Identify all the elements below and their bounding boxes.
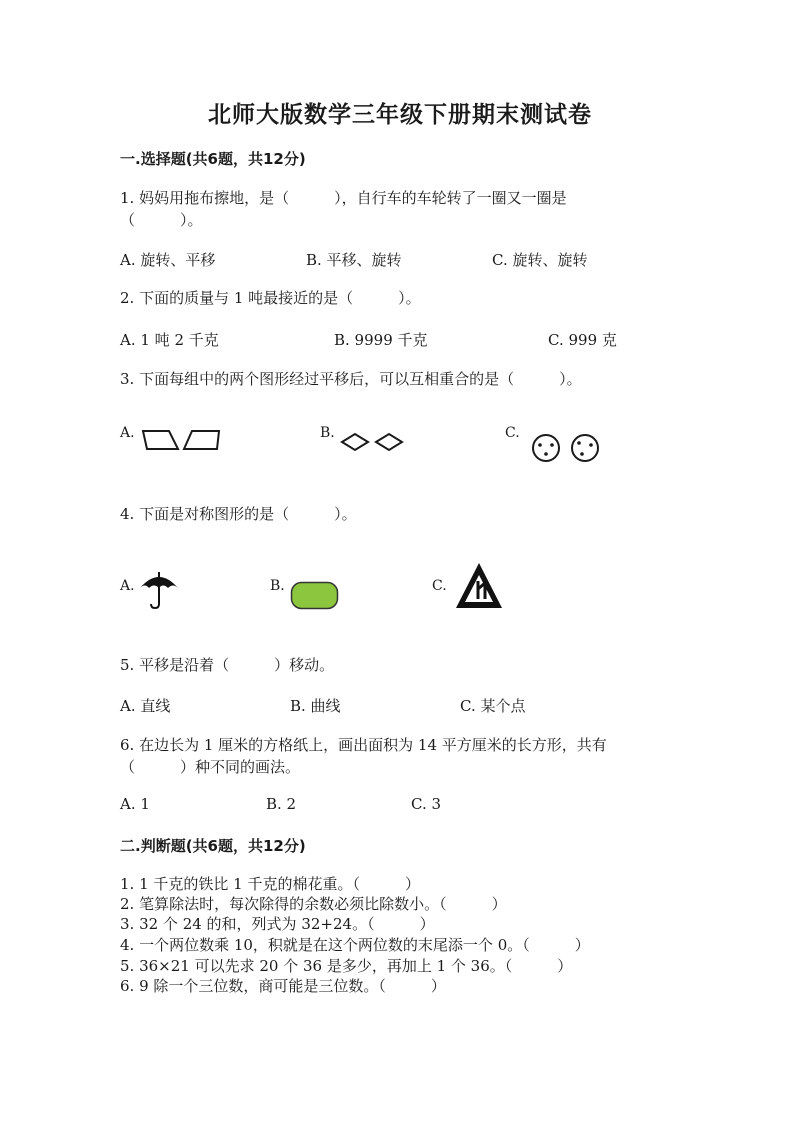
tf-item-1: 1. 1 千克的铁比 1 千克的棉花重。（ ）: [120, 875, 420, 893]
q3-parallelograms-figure: [140, 428, 222, 452]
question-4: 4. 下面是对称图形的是（ ）。: [120, 505, 357, 523]
tf-item-5: 5. 36×21 可以先求 20 个 36 是多少，再加上 1 个 36。（ ）: [120, 957, 573, 975]
q3-option-b-label: B.: [320, 425, 335, 441]
umbrella-icon: [138, 568, 180, 610]
q4-option-c-label: C.: [432, 578, 447, 594]
question-1-line-2: （ ）。: [120, 211, 203, 229]
q6-option-a: A. 1: [120, 795, 150, 813]
q3-option-c-label: C.: [505, 425, 520, 441]
page-title: 北师大版数学三年级下册期末测试卷: [208, 102, 592, 128]
question-2: 2. 下面的质量与 1 吨最接近的是（ ）。: [120, 289, 421, 307]
question-3: 3. 下面每组中的两个图形经过平移后，可以互相重合的是（ ）。: [120, 370, 582, 388]
q2-option-c: C. 999 克: [548, 331, 617, 349]
q1-option-c: C. 旋转、旋转: [492, 251, 588, 269]
section-heading-true-false: 二.判断题(共6题，共12分): [120, 837, 306, 855]
q2-option-a: A. 1 吨 2 千克: [120, 331, 219, 349]
warning-sign-icon: [454, 561, 504, 611]
q6-option-c: C. 3: [411, 795, 442, 813]
q3-diamonds-figure: [340, 432, 406, 452]
question-6-line-1: 6. 在边长为 1 厘米的方格纸上，画出面积为 14 平方厘米的长方形，共有: [120, 736, 607, 754]
q4-option-b-label: B.: [270, 578, 285, 594]
q5-option-a: A. 直线: [120, 697, 171, 715]
q1-option-b: B. 平移、旋转: [306, 251, 402, 269]
tf-item-6: 6. 9 除一个三位数，商可能是三位数。（ ）: [120, 977, 446, 995]
section-heading-choice: 一.选择题(共6题，共12分): [120, 150, 306, 168]
tf-item-2: 2. 笔算除法时，每次除得的余数必须比除数小。（ ）: [120, 895, 507, 913]
q1-option-a: A. 旋转、平移: [120, 251, 216, 269]
q3-circles-figure: [530, 434, 604, 464]
rounded-rectangle-shape: [290, 581, 340, 611]
tf-item-4: 4. 一个两位数乘 10，积就是在这个两位数的末尾添一个 0。（ ）: [120, 936, 590, 954]
question-6-line-2: （ ）种不同的画法。: [120, 758, 301, 776]
q2-option-b: B. 9999 千克: [334, 331, 428, 349]
q3-option-a-label: A.: [120, 425, 135, 441]
tf-item-3: 3. 32 个 24 的和，列式为 32+24。（ ）: [120, 915, 435, 933]
q6-option-b: B. 2: [266, 795, 297, 813]
question-5: 5. 平移是沿着（ ）移动。: [120, 656, 335, 674]
question-1-line-1: 1. 妈妈用拖布擦地，是（ ），自行车的车轮转了一圈又一圈是: [120, 189, 567, 207]
q4-option-a-label: A.: [120, 578, 135, 594]
q5-option-c: C. 某个点: [460, 697, 526, 715]
q5-option-b: B. 曲线: [290, 697, 341, 715]
